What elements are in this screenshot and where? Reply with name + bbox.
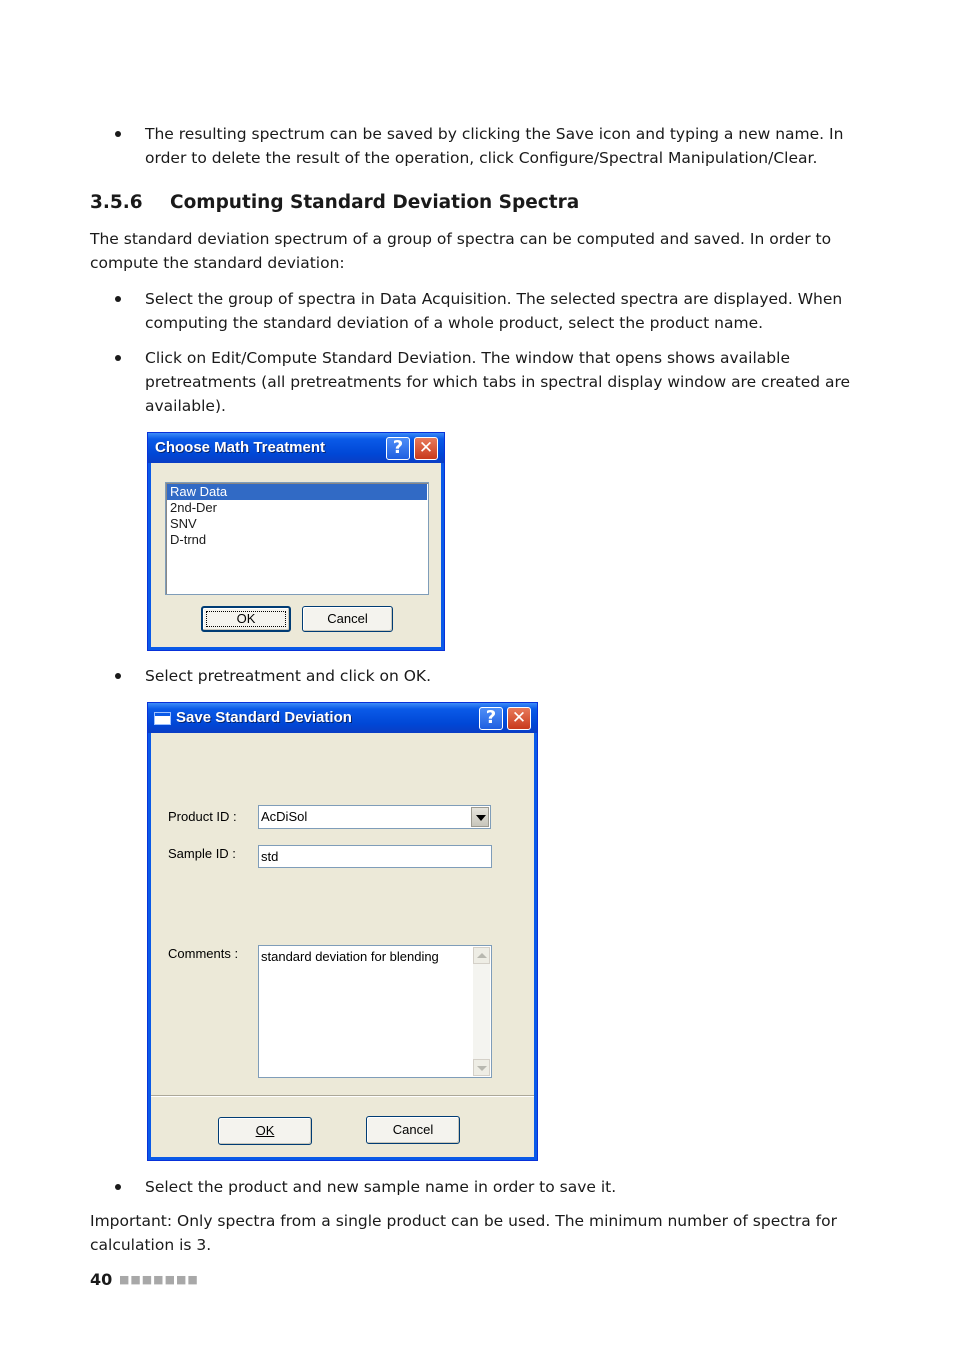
bullet-text: computing the standard deviation of a whole product, select the product name.	[145, 314, 764, 332]
ok-button[interactable]	[218, 1117, 312, 1145]
list-item-raw-data[interactable]: Raw Data	[167, 484, 427, 500]
bullet-marker	[115, 1184, 121, 1190]
cancel-button[interactable]	[366, 1116, 460, 1144]
comments-scrollbar[interactable]	[473, 947, 490, 1076]
dialog-frame	[148, 703, 537, 1160]
product-id-dropdown[interactable]	[258, 805, 491, 829]
bullet-marker	[115, 131, 121, 137]
page-dots: ■■■■■■■	[119, 1273, 199, 1286]
bullet-marker	[115, 296, 121, 302]
cancel-button[interactable]	[302, 606, 393, 632]
focus-rect	[206, 611, 286, 627]
bullet-marker	[115, 355, 121, 361]
page-number: 40	[90, 1270, 113, 1289]
cancel-label: Cancel	[327, 611, 368, 626]
bullet-text: Select pretreatment and click on OK.	[145, 667, 432, 685]
cancel-label: Cancel	[392, 1122, 434, 1137]
bullet-text: Select the product and new sample name in order to save it.	[145, 1178, 617, 1196]
bullet-text: order to delete the result of the operation, click Configure/Spectral Manipulation/Clear.	[145, 149, 818, 167]
list-item-2nd-der[interactable]: 2nd-Der	[170, 500, 217, 515]
bullet-marker	[115, 673, 121, 679]
sample-id-input[interactable]	[258, 845, 492, 868]
intro-text: compute the standard deviation:	[90, 254, 345, 272]
section-number: 3.5.6	[90, 192, 143, 213]
comments-label: Comments :	[168, 946, 239, 961]
comments-value: standard deviation for blending	[261, 949, 439, 964]
sample-id-label: Sample ID :	[168, 846, 236, 861]
bullet-text: pretreatments (all pretreatments for which tabs in spectral display window are created are	[145, 373, 851, 391]
bullet-text: Click on Edit/Compute Standard Deviation. The window that opens shows available	[145, 349, 790, 367]
close-button[interactable]: ✕	[507, 707, 531, 730]
scroll-up-icon[interactable]	[473, 947, 490, 964]
close-button[interactable]: ✕	[414, 437, 438, 460]
list-item-d-trnd[interactable]: D-trnd	[170, 532, 207, 547]
ok-label: OK	[255, 1123, 275, 1138]
ok-label: OK	[236, 611, 256, 626]
help-button[interactable]: ?	[386, 437, 410, 460]
scroll-down-icon[interactable]	[473, 1059, 490, 1076]
dialog-title: Save Standard Deviation	[176, 709, 352, 726]
dialog-separator	[151, 1095, 534, 1097]
bullet-text: available).	[145, 397, 226, 415]
important-note: Important: Only spectra from a single product can be used. The minimum number of spectra for	[90, 1212, 837, 1230]
dialog-title: Choose Math Treatment	[155, 439, 326, 456]
list-item-snv[interactable]: SNV	[170, 516, 197, 531]
bullet-text: The resulting spectrum can be saved by clicking the Save icon and typing a new name. In	[145, 125, 844, 143]
save-standard-deviation-dialog	[147, 702, 538, 1161]
ok-button[interactable]	[201, 606, 291, 632]
sample-id-value: std	[261, 849, 279, 864]
choose-math-treatment-dialog	[147, 432, 445, 651]
bullet-text: Select the group of spectra in Data Acquisition. The selected spectra are displayed. When	[145, 290, 843, 308]
intro-text: The standard deviation spectrum of a group of spectra can be computed and saved. In order to	[90, 230, 832, 248]
section-title: Computing Standard Deviation Spectra	[170, 192, 580, 213]
important-note: calculation is 3.	[90, 1236, 212, 1254]
comments-textarea[interactable]	[258, 945, 492, 1078]
chevron-down-icon[interactable]	[471, 807, 489, 827]
treatment-listbox[interactable]	[165, 482, 429, 595]
window-icon	[154, 712, 171, 725]
help-button[interactable]: ?	[479, 707, 503, 730]
product-id-value: AcDiSol	[261, 809, 308, 824]
product-id-label: Product ID :	[168, 809, 237, 824]
